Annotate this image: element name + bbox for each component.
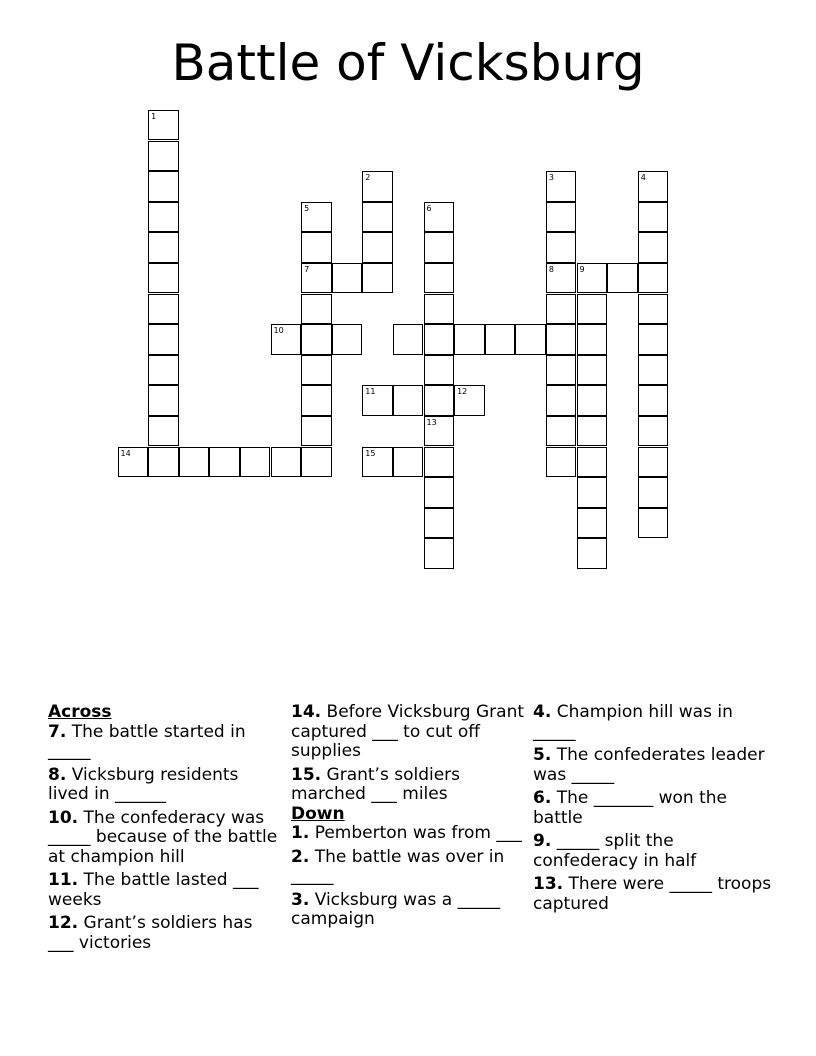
clue-number: 15 <box>365 448 376 458</box>
grid-cell[interactable] <box>546 202 577 233</box>
grid-cell[interactable] <box>424 538 455 569</box>
down-heading: Down <box>291 803 345 824</box>
clue-down-6: 6. The _______ won the battle <box>533 788 728 828</box>
clue-across-8: 8. Vicksburg residents lived in ______ <box>48 764 239 804</box>
grid-cell[interactable] <box>271 324 302 355</box>
grid-cell[interactable] <box>424 324 455 355</box>
grid-cell[interactable] <box>301 294 332 325</box>
grid-cell[interactable] <box>515 324 546 355</box>
clue-across-11: 11. The battle lasted ___ weeks <box>48 870 259 910</box>
clue-down-4: 4. Champion hill was in _____ <box>533 702 733 742</box>
grid-cell[interactable] <box>362 263 393 294</box>
grid-cell[interactable] <box>424 263 455 294</box>
grid-cell[interactable] <box>362 202 393 233</box>
clue-number: 1 <box>151 111 157 121</box>
grid-cell[interactable] <box>148 263 179 294</box>
clue-column-2 <box>291 703 529 934</box>
clue-number: 11 <box>365 387 376 397</box>
grid-cell[interactable] <box>148 171 179 202</box>
grid-cell[interactable] <box>638 232 669 263</box>
grid-cell[interactable] <box>362 385 393 416</box>
grid-cell[interactable] <box>638 355 669 386</box>
clue-across-7: 7. The battle started in _____ <box>48 721 246 761</box>
grid-cell[interactable] <box>148 141 179 172</box>
grid-cell[interactable] <box>454 324 485 355</box>
grid-cell[interactable] <box>546 324 577 355</box>
grid-cell[interactable] <box>393 385 424 416</box>
grid-cell[interactable] <box>301 202 332 233</box>
grid-cell[interactable] <box>546 355 577 386</box>
clue-down-13: 13. There were _____ troops captured <box>533 874 772 914</box>
clue-down-1: 1. Pemberton was from ___ <box>291 823 522 843</box>
grid-cell[interactable] <box>577 263 608 294</box>
grid-cell[interactable] <box>301 385 332 416</box>
clue-number: 3 <box>548 173 554 183</box>
grid-cell[interactable] <box>301 416 332 447</box>
grid-cell[interactable] <box>424 385 455 416</box>
clue-column-1 <box>48 703 280 957</box>
grid-cell[interactable] <box>485 324 516 355</box>
grid-cell[interactable] <box>546 416 577 447</box>
grid-cell[interactable] <box>638 385 669 416</box>
grid-cell[interactable] <box>148 447 179 478</box>
grid-cell[interactable] <box>638 171 669 202</box>
grid-cell[interactable] <box>638 324 669 355</box>
grid-cell[interactable] <box>179 447 210 478</box>
grid-cell[interactable] <box>148 416 179 447</box>
clue-number: 6 <box>426 203 432 213</box>
grid-cell[interactable] <box>638 263 669 294</box>
grid-cell[interactable] <box>148 110 179 141</box>
clue-number: 5 <box>304 203 310 213</box>
clue-across-10: 10. The confederacy was _____ because of the battle at champion hill <box>48 807 278 867</box>
grid-cell[interactable] <box>577 355 608 386</box>
grid-cell[interactable] <box>148 294 179 325</box>
clue-number: 13 <box>426 417 437 427</box>
grid-cell[interactable] <box>301 232 332 263</box>
clue-down-9: 9. _____ split the confederacy in half <box>533 831 697 871</box>
grid-cell[interactable] <box>148 385 179 416</box>
grid-cell[interactable] <box>607 263 638 294</box>
grid-cell[interactable] <box>638 294 669 325</box>
clue-down-3: 3. Vicksburg was a _____ campaign <box>291 889 501 929</box>
clue-down-5: 5. The confederates leader was _____ <box>533 745 765 785</box>
clue-number: 10 <box>273 326 284 336</box>
clue-number: 2 <box>365 173 371 183</box>
grid-cell[interactable] <box>638 202 669 233</box>
grid-cell[interactable] <box>577 385 608 416</box>
clue-across-12: 12. Grant’s soldiers has ___ victories <box>48 913 253 953</box>
grid-cell[interactable] <box>454 385 485 416</box>
page-title: Battle of Vicksburg <box>171 34 645 92</box>
grid-cell[interactable] <box>577 447 608 478</box>
grid-cell[interactable] <box>424 294 455 325</box>
across-heading: Across <box>48 702 112 722</box>
grid-cell[interactable] <box>577 294 608 325</box>
grid-cell[interactable] <box>424 202 455 233</box>
grid-cell[interactable] <box>240 447 271 478</box>
grid-cell[interactable] <box>546 171 577 202</box>
grid-cell[interactable] <box>546 232 577 263</box>
grid-cell[interactable] <box>148 355 179 386</box>
grid-cell[interactable] <box>577 477 608 508</box>
grid-cell[interactable] <box>638 447 669 478</box>
grid-cell[interactable] <box>638 416 669 447</box>
grid-cell[interactable] <box>577 324 608 355</box>
grid-cell[interactable] <box>393 447 424 478</box>
clue-number: 12 <box>457 387 468 397</box>
grid-cell[interactable] <box>577 538 608 569</box>
grid-cell[interactable] <box>424 355 455 386</box>
grid-cell[interactable] <box>546 294 577 325</box>
clue-number: 9 <box>579 264 585 274</box>
grid-cell[interactable] <box>638 477 669 508</box>
grid-cell[interactable] <box>362 171 393 202</box>
grid-cell[interactable] <box>577 416 608 447</box>
grid-cell[interactable] <box>424 447 455 478</box>
clue-across-14: 14. Before Vicksburg Grant captured ___ to cut off supplies <box>291 702 525 761</box>
grid-cell[interactable] <box>209 447 240 478</box>
grid-cell[interactable] <box>148 324 179 355</box>
grid-cell[interactable] <box>546 447 577 478</box>
clue-number: 4 <box>640 173 646 183</box>
grid-cell[interactable] <box>362 232 393 263</box>
clue-number: 14 <box>120 448 131 458</box>
grid-cell[interactable] <box>424 416 455 447</box>
grid-cell[interactable] <box>148 202 179 233</box>
grid-cell[interactable] <box>362 447 393 478</box>
grid-cell[interactable] <box>271 447 302 478</box>
grid-cell[interactable] <box>332 263 363 294</box>
grid-cell[interactable] <box>148 232 179 263</box>
grid-cell[interactable] <box>546 263 577 294</box>
grid-cell[interactable] <box>301 324 332 355</box>
grid-cell[interactable] <box>301 447 332 478</box>
grid-cell[interactable] <box>301 355 332 386</box>
grid-cell[interactable] <box>332 324 363 355</box>
clue-column-3 <box>533 703 773 918</box>
grid-cell[interactable] <box>424 508 455 539</box>
grid-cell[interactable] <box>424 477 455 508</box>
grid-cell[interactable] <box>393 324 424 355</box>
clue-number: 7 <box>304 264 310 274</box>
grid-cell[interactable] <box>546 385 577 416</box>
grid-cell[interactable] <box>424 232 455 263</box>
clue-number: 8 <box>548 264 554 274</box>
grid-cell[interactable] <box>638 508 669 539</box>
clue-down-2: 2. The battle was over in _____ <box>291 846 505 886</box>
grid-cell[interactable] <box>301 263 332 294</box>
grid-cell[interactable] <box>577 508 608 539</box>
clue-across-15: 15. Grant’s soldiers marched ___ miles <box>291 764 461 804</box>
grid-cell[interactable] <box>118 447 149 478</box>
